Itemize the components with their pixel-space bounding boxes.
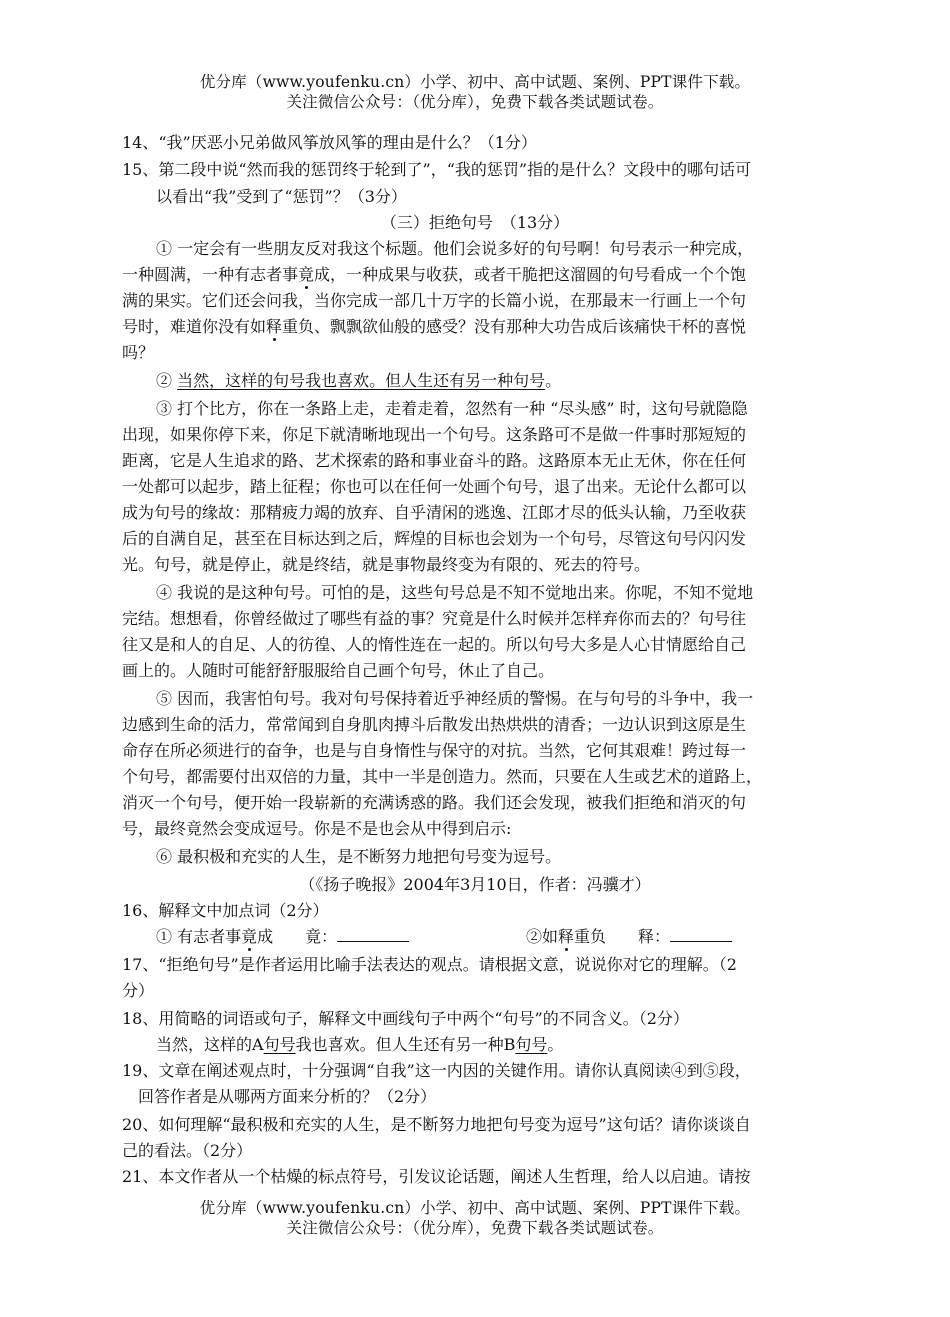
article-p5-line: 号，最终竟然会变成逗号。你是不是也会从中得到启示: (122, 819, 512, 838)
article-p2: ② 当然，这样的句号我也喜欢。但人生还有另一种句号。 (156, 371, 562, 390)
article-p4-line: 完结。想想看，你曾经做过了哪些有益的事？究竟是什么时候并怎样弃你而去的？句号往 (122, 609, 747, 628)
article-p3-line: ③ 打个比方，你在一条路上走，走着走着，忽然有一种 “尽头感” 时，这句号就隐隐 (156, 399, 748, 418)
article-p3-line: 光。句号，就是停止，就是终结，就是事物最终变为有限的、死去的符号。 (122, 555, 651, 574)
footer-line-1: 优分库（www.youfenku.cn）小学、初中、高中试题、案例、PPT课件下载。 (199, 1199, 751, 1217)
question-15-line-1: 15、第二段中说“然而我的惩罚终于轮到了”，“我的惩罚”指的是什么？文段中的哪句话可 (122, 160, 752, 179)
question-18: 18、用简略的词语或句子，解释文中画线句子中两个“句号”的不同含义。（2分） (122, 1009, 689, 1028)
article-p3-line: 出现，如果你停下来，你足下就清晰地现出一个句号。这条路可不是做一件事时那短短的 (122, 425, 747, 444)
article-p3-line: 成为句号的缘故：那精疲力竭的放弃、自乎清闲的逃逸、江郎才尽的低头认输，乃至收获 (122, 503, 747, 522)
question-15-line-2: 以看出“我”受到了“惩罚”？（3分） (156, 187, 407, 206)
question-20-line-1: 20、如何理解“最积极和充实的人生，是不断努力地把句号变为逗号”这句话？请你谈谈自 (122, 1115, 751, 1134)
article-p4-line: ④ 我说的是这种句号。可怕的是，这些句号总是不知不觉地出来。你呢，不知不觉地 (156, 583, 754, 602)
article-p4-line: 画上的。人随时可能舒舒服服给自己画个句号，休止了自己。 (122, 661, 555, 680)
question-19-line-1: 19、文章在阐述观点时，十分强调“自我”这一内因的关键作用。请你认真阅读④到⑤段， (122, 1061, 751, 1080)
article-p1-line: 号时，难道你没有如释重负、飘飘欲仙般的感受？没有那种大功告成后该痛快干杯的喜悦 (122, 317, 747, 336)
answer-blank[interactable] (670, 927, 732, 942)
question-21: 21、本文作者从一个枯燥的标点符号，引发议论话题，阐述人生哲理，给人以启迪。请按 (122, 1167, 751, 1186)
question-14: 14、“我”厌恶小兄弟做风筝放风筝的理由是什么？（1分） (122, 133, 537, 152)
question-17-line-2: 分） (122, 981, 155, 1000)
answer-blank[interactable] (337, 927, 409, 942)
emphasis-dot-shi: 释 (266, 317, 283, 336)
article-p1-line: 满的果实。它们还会问我，当你完成一部几十万字的长篇小说，在那最末一行画上一个句 (122, 291, 747, 310)
article-p6: ⑥ 最积极和充实的人生，是不断努力地把句号变为逗号。 (156, 847, 562, 866)
question-16-item-2: ②如释重负 释： (526, 924, 732, 947)
article-p3-line: 一处都可以起步，踏上征程；你也可以在任何一处画个句号，退了出来。无论什么都可以 (122, 477, 747, 496)
section-title: （三）拒绝句号 （13分） (380, 213, 570, 232)
underlined-word-b: 句号 (515, 1035, 548, 1054)
emphasis-dot-jing: 竟 (298, 265, 315, 284)
question-19-line-2: 回答作者是从哪两方面来分析的？（2分） (138, 1087, 437, 1106)
header-line-2: 关注微信公众号：（优分库），免费下载各类试题试卷。 (286, 93, 664, 111)
article-source: （《扬子晚报》2004年3月10日，作者：冯骥才） (299, 875, 651, 894)
underlined-sentence: 当然，这样的句号我也喜欢。但人生还有另一种句号 (177, 371, 546, 390)
article-p3-line: 后的自满自足，甚至在目标达到之后，辉煌的目标也会划为一个句号，尽管这句号闪闪发 (122, 529, 747, 548)
question-20-line-2: 己的看法。（2分） (122, 1141, 253, 1160)
article-p5-line: 边感到生命的活力，常常闻到自身肌肉搏斗后散发出热烘烘的清香；一边认识到这原是生 (122, 715, 747, 734)
question-16-item-1: ① 有志者事竟成 竟： (156, 924, 409, 947)
question-17-line-1: 17、“拒绝句号”是作者运用比喻手法表达的观点。请根据文意，说说你对它的理解。（2 (122, 955, 737, 974)
article-p1-line: 吗？ (122, 343, 155, 362)
article-p5-line: 命存在所必须进行的奋争，也是与自身惰性与保守的对抗。当然，它何其艰难！跨过每一 (122, 741, 747, 760)
article-p4-line: 往又是和人的自足、人的彷徨、人的惰性连在一起的。所以句号大多是人心甘情愿给自己 (122, 635, 747, 654)
article-p5-line: 消灭一个句号，便开始一段崭新的充满诱惑的路。我们还会发现，被我们拒绝和消灭的句 (122, 793, 747, 812)
article-p1-line: 一种圆满，一种有志者事竟成，一种成果与收获，或者干脆把这溜圆的句号看成一个个饱 (122, 265, 747, 284)
footer-line-2: 关注微信公众号：（优分库），免费下载各类试题试卷。 (286, 1219, 664, 1237)
question-16: 16、解释文中加点词（2分） (122, 901, 329, 920)
article-p1-line: ① 一定会有一些朋友反对我这个标题。他们会说多好的句号啊！句号表示一种完成， (156, 239, 754, 258)
article-p5-line: ⑤ 因而，我害怕句号。我对句号保持着近乎神经质的警惕。在与句号的斗争中，我一 (156, 689, 754, 708)
article-p3-line: 距离，它是人生追求的路、艺术探索的路和事业奋斗的路。这路原本无止无休，你在任何 (122, 451, 747, 470)
header-line-1: 优分库（www.youfenku.cn）小学、初中、高中试题、案例、PPT课件下载。 (199, 73, 751, 91)
question-18-sentence: 当然，这样的A句号我也喜欢。但人生还有另一种B句号。 (156, 1035, 564, 1054)
underlined-word-a: 句号 (263, 1035, 296, 1054)
article-p5-line: 个句号，都需要付出双倍的力量，其中一半是创造力。然而，只要在人生或艺术的道路上， (122, 767, 763, 786)
